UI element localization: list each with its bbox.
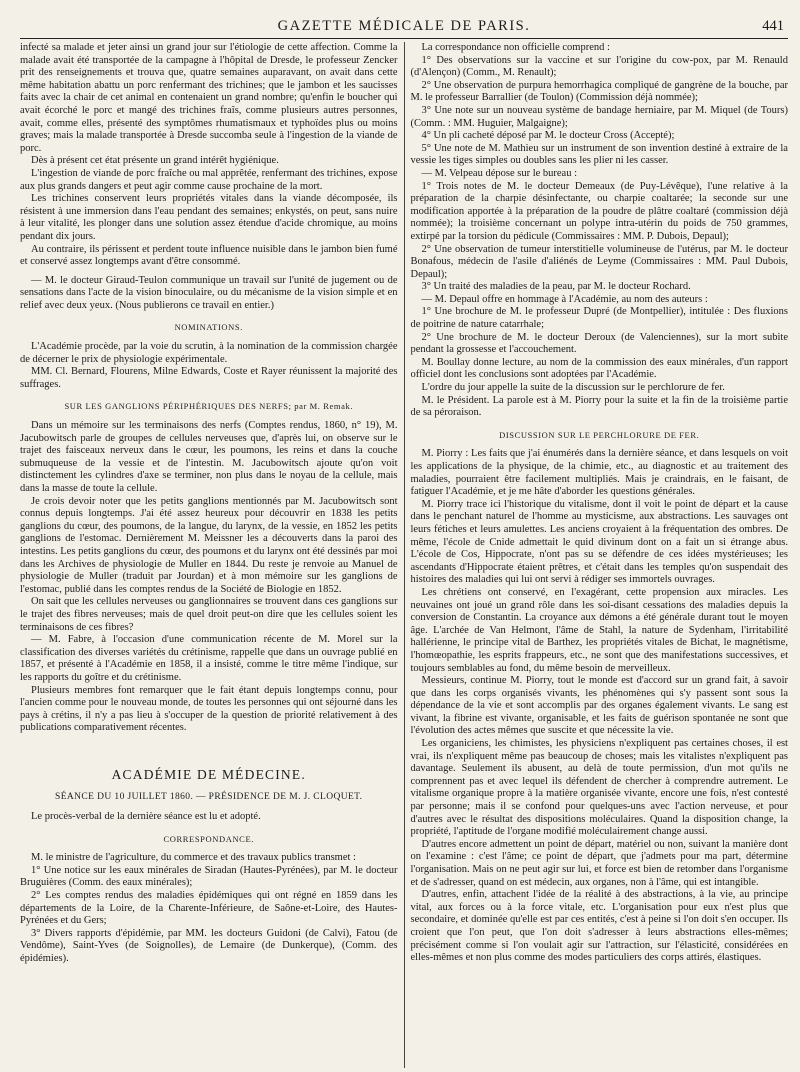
paragraph: M. le Président. La parole est à M. Piorry pour la suite et la fin de la troisième partie de sa péroraison. [410, 394, 788, 419]
left-column [20, 42, 398, 1068]
page-number: 441 [762, 18, 784, 34]
section-heading-discussion: DISCUSSION SUR LE PERCHLORURE DE FER. [499, 429, 700, 440]
paragraph: 1° Une brochure de M. le professeur Dupré (de Montpellier), intitulée : Des fluxions de poitrine de nature catarrhale; [410, 306, 788, 331]
paragraph: Plusieurs membres font remarquer que le fait étant depuis longtemps connu, pour l'ancien comme pour le nouveau monde, de toutes les personnes qui ont séjourné dans les pays à crétins, il n'y a pas lieu à s'occuper de la question de priorité relativement à des publications comparativement récentes. [20, 684, 398, 734]
right-column [410, 42, 788, 1068]
paragraph: 4° Un pli cacheté déposé par M. le docteur Cross (Accepté); [421, 130, 675, 142]
paragraph: Dans un mémoire sur les terminaisons des nerfs (Comptes rendus, 1860, n° 19), M. Jacubowitsch parle de groupes de cellules nerveuses que, d'après lui, on observe sur le trajet des faisceaux nerveux dans le cœur, les poumons, les reins et dans la couche submuqueuse de la vessie et de l'intestin. M. Jacubowitsch ajoute qu'on voit distinctement les cylindres d'axe se terminer, non plus dans le noyau de la cellule, mais dans la masse de toute la cellule. [20, 420, 398, 494]
paragraph: infecté sa malade et jeter ainsi un grand jour sur l'étiologie de cette affection. Comme la malade avait été transportée de la campagne à l'hôpital de Dresde, le professeur Zencker prit des renseignements et trouva que, quatre semaines auparavant, on avait dans cette même habitation abattu un porc renfermant des trichines; que le jambon et les saucisses faits avec la chair de cet animal en contenaient un grand nombre; qu'enfin le boucher qui avait écorché le porc et mangé des trichines fraîs, comme plusieurs autres personnes, avait, comme elles, présenté des symptômes rhumatismaux et typhoïdes plus ou moins graves; mais la malade transportée à Dresde succomba seule à l'ingestion de la viande de porc. [20, 42, 398, 154]
paragraph: — M. Fabre, à l'occasion d'une communication récente de M. Morel sur la classification des diverses variétés du crétinisme, rappelle que dans un ouvrage publié en 1857, et présenté à l'Académie en 1858, il a insisté, comme le titre même l'indique, sur les rapports du goître et du crétinisme. [20, 634, 398, 683]
paragraph: — M. le docteur Giraud-Teulon communique un travail sur l'unité de jugement ou de sensations dans l'acte de la vision binoculaire, ou du mécanisme de la vision simple et en relief avec deux yeux. (Nous publierons ce travail en entier.) [20, 274, 398, 311]
paragraph: MM. Cl. Bernard, Flourens, Milne Edwards, Coste et Rayer réunissent la majorité des suffrages. [20, 366, 398, 390]
paragraph: M. Piorry trace ici l'historique du vitalisme, dont il voit le point de départ et la cause dans le penchant naturel de l'homme au mysticisme, aux abstractions. Les sauvages ont leurs fétiches et leurs amulettes. Les anciens croyaient à la fréquentation des ombres. De même, l'école de Cnide admettait le quid divinum dont on a fait un si étrange abus. L'école de Cos, Hippocrate, n'ont pas su se défendre de ces idées mystérieuses; les ascendants d'Hippocrate étaient prêtres, et c'était dans les temples qu'on suspendait des histoires des maladies qui lui ont servi à rédiger ses immortels ouvrages. [410, 498, 788, 586]
paragraph: Je crois devoir noter que les petits ganglions mentionnés par M. Jacubowitsch sont connus depuis longtemps. J'ai été assez heureux pour découvrir en 1838 les petits ganglions du cœur, des poumons, de la langue, du larynx, de la vessie, en 1852 les petits ganglions de l'estomac. Dernièrement M. Meissner les a découverts dans la paroi des intestins. Les petits ganglions du cœur, des poumons et du larynx ont été dessinés par moi dans les Archives de physiologie de Muller en 1844. Du reste je renvoie au Manuel de physiologie de Muller (traduit par Jourdan) et à mon mémoire sur les ganglions de l'estomac, publié dans les comptes rendus de la Société de Biologie en 1852. [20, 495, 398, 595]
paragraph: — M. Depaul offre en hommage à l'Académie, au nom des auteurs : [421, 293, 708, 305]
paragraph: 1° Une notice sur les eaux minérales de Siradan (Hautes-Pyrénées), par M. le docteur Bruguières (Comm. des eaux minérales); [20, 864, 398, 889]
paragraph: 3° Un traité des maladies de la peau, par M. le docteur Rochard. [421, 281, 691, 293]
columns [20, 42, 788, 1068]
paragraph: Au contraire, ils périssent et perdent toute influence nuisible dans le jambon bien fumé et conservé assez longtemps avant d'être consommé. [20, 243, 398, 268]
paragraph: 2° Une brochure de M. le docteur Deroux (de Valenciennes), sur la mort subite pendant la grossesse et l'accouchement. [410, 331, 788, 356]
paragraph: Les organiciens, les chimistes, les physiciens n'expliquent pas certaines choses, il est vrai, ils n'expliquent même pas beaucoup de choses; mais les vitalistes n'expliquent pas davantage. Seulement ils abusent, au delà de toute permission, d'un mot qu'ils ne comprennent pas et avec lequel ils défendent de chercher à comprendre autrement. Le vitalisme organique propre à la matière organisée vivante, encore une fois, n'est contesté par personne; mais il se confond pour quelques-uns avec l'action nerveuse, et pour d'autres avec le résultat des dispositions moléculaires. Quand la disposition change, la propriété, l'aptitude de l'organe modifié moléculairement change aussi. [410, 738, 788, 838]
paragraph: Messieurs, continue M. Piorry, tout le monde est d'accord sur un grand fait, à savoir que dans les corps organisés vivants, les phénomènes qui s'y passent sont sous la dépendance de la vie et sont accomplis par des organes également vivants. Le sang est vivant, la fibrine est vivante, organisable, et les faits de guérison spontanée ne sont que l'évolution des actes mêmes que suscite et que nécessite la vie. [410, 675, 788, 737]
paragraph: D'autres, enfin, attachent l'idée de la réalité à des abstractions, à la vie, au principe vital, aux forces ou à la force vitale, etc. L'organisation pour eux n'est plus que secondaire, et dominée qu'elle est par ces entités, c'est à peine si l'on doit s'en occuper. Ils croient que l'on peut, que l'on doit s'adresser à leurs abstractions elles-mêmes; précisément comme si l'on voulait agir sur l'attraction, sur l'élasticité, considérées en elles-mêmes et non plus comme des modes particuliers des corps attirés, élastiques. [410, 889, 788, 964]
paragraph: D'autres encore admettent un point de départ, matériel ou non, suivant la manière dont on l'examine : c'est l'âme; ce point de départ, que j'admets pour ma part, détermine l'organisation. Mais on ne peut agir sur lui, et force est bien de retomber dans l'organisme et de s'adresser, quand on est médecin, aux organes, non à l'âme, qui est intangible. [410, 838, 788, 888]
column-divider [404, 42, 405, 1068]
paragraph: M. le ministre de l'agriculture, du commerce et des travaux publics transmet : [31, 852, 356, 864]
paragraph: Le procès-verbal de la dernière séance est lu et adopté. [31, 811, 261, 823]
section-heading-nominations: NOMINATIONS. [174, 322, 243, 333]
paragraph: 3° Divers rapports d'épidémie, par MM. les docteurs Guidoni (de Calvi), Fatou (de Vendôme), Saint-Yves (de Soignolles), de Lemaire (de Dunkerque), (Comm. des épidémies). [20, 927, 398, 964]
paragraph: — M. Velpeau dépose sur le bureau : [421, 167, 578, 179]
academy-heading: ACADÉMIE DE MÉDECINE. [111, 766, 306, 782]
paragraph: 5° Une note de M. Mathieu sur un instrument de son invention destiné à extraire de la vessie les tiges simples ou doubles sans les plier ni les casser. [410, 142, 788, 167]
paragraph: L'ordre du jour appelle la suite de la discussion sur le perchlorure de fer. [421, 382, 725, 394]
paragraph: Dès à présent cet état présente un grand intérêt hygiénique. [31, 155, 279, 167]
paragraph: La correspondance non officielle comprend : [421, 42, 610, 53]
session-line: SÉANCE DU 10 JUILLET 1860. — PRÉSIDENCE DE M. J. CLOQUET. [55, 792, 363, 803]
section-heading-correspondance: CORRESPONDANCE. [163, 833, 254, 844]
paragraph: 3° Une note sur un nouveau système de bandage herniaire, par M. Miquel (de Tours) (Comm. : MM. Huguier, Malgaigne); [410, 104, 788, 129]
paragraph: 1° Des observations sur la vaccine et sur l'origine du cow-pox, par M. Renauld (d'Alençon) (Comm., M. Renault); [410, 54, 788, 79]
paragraph: 2° Une observation de tumeur interstitielle volumineuse de l'utérus, par M. le docteur Bonafous, médecin de l'asile d'aliénés de Leyme (Commissaires : MM. Paul Dubois, Depaul); [410, 243, 788, 280]
page-header [20, 8, 788, 39]
paragraph: L'ingestion de viande de porc fraîche ou mal apprêtée, renfermant des trichines, expose aux plus grands dangers et peut agir comme cause prochaine de la mort. [20, 167, 398, 192]
paragraph: M. Boullay donne lecture, au nom de la commission des eaux minérales, d'un rapport officiel dont les conclusions sont adoptées par l'Académie. [410, 356, 788, 381]
journal-title: GAZETTE MÉDICALE DE PARIS. [277, 18, 531, 34]
paragraph: 1° Trois notes de M. le docteur Demeaux (de Puy-Lévêque), l'une relative à la préparation de la charpie désinfectante, ou charpie coaltarée; la seconde sur une modification apportée à la préparation de la poudre de plâtre coaltaré (commission déjà nommée); la troisième concernant un polype intra-utérin du poids de 750 grammes, extirpé par la torsion du pédicule (Commissaires : MM. P. Dubois, Depaul); [410, 180, 788, 242]
paragraph: L'Académie procède, par la voie du scrutin, à la nomination de la commission chargée de décerner le prix de physiologie expérimentale. [20, 341, 398, 365]
paragraph: On sait que les cellules nerveuses ou ganglionnaires se trouvent dans ces ganglions sur le trajet des fibres nerveuses; mais de quel droit peut-on dire que les cellules soient les terminaisons de ces fibres? [20, 596, 398, 633]
paragraph: 2° Une observation de purpura hemorrhagica compliqué de gangrène de la bouche, par M. le professeur Barrallier (de Toulon) (Commission déjà nommée); [410, 79, 788, 104]
paragraph: 2° Les comptes rendus des maladies épidémiques qui ont régné en 1859 dans les départements de la Loire, de la Charente-Inférieure, de Saône-et-Loire, des Hautes-Pyrénées et du Gers; [20, 890, 398, 927]
paragraph: Les trichines conservent leurs propriétés vitales dans la viande décomposée, ils résistent à une immersion dans l'eau pendant des semaines; enkystés, on peut, sans nuire à leur vitalité, les plonger dans une solution assez étendue d'acide chromique, au moins pendant dix jours. [20, 193, 398, 242]
paragraph: M. Piorry : Les faits que j'ai énumérés dans la dernière séance, et dans lesquels on voit les applications de la physique, de la chimie, etc., au diagnostic et au traitement des maladies, pourraient être facilement multipliés. Mais je craindrais, en le faisant, de fatiguer l'Académie, et je me hâte d'aborder les questions générales. [410, 448, 788, 498]
paragraph: Les chrétiens ont conservé, en l'exagérant, cette propension aux miracles. Les neuvaines ont joué un grand rôle dans les soi-disant cessations des maladies depuis la conversion de Constantin. La croyance aux démons a été générale durant tout le moyen âge. L'archée de Van Helmont, l'âme de Stahl, la nature de Sydenham, l'irritabilité hallérienne, le principe vital de Barthez, les propriétés vitales de Bichat, le magnétisme, l'homœopathie, les esprits frappeurs, etc., ne sont que des manifestations successives, et toujours semblables au fond, du même besoin de merveilleux. [410, 586, 788, 674]
section-heading-ganglions: SUR LES GANGLIONS PÉRIPHÉRIQUES DES NERFS; par M. Remak. [64, 401, 354, 412]
